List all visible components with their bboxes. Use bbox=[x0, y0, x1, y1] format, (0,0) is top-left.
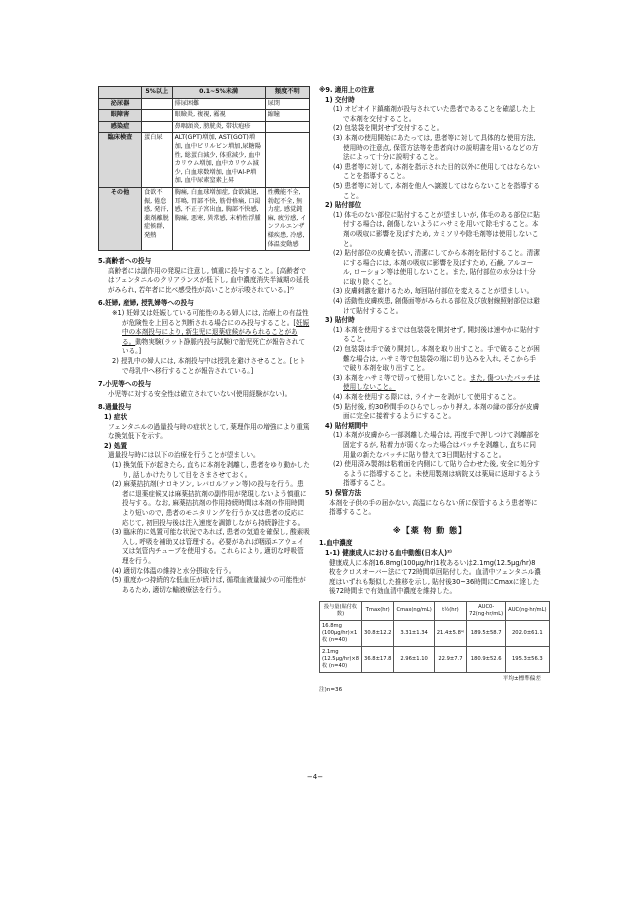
list-item: (4) 活動性皮膚疾患, 創傷面等がみられる部位及び放射線照射部位は避けて貼付すること。 bbox=[333, 297, 540, 315]
table-header: AUC0-72(ng·hr/mL) bbox=[467, 601, 506, 620]
table-cell: 189.5±58.7 bbox=[467, 620, 506, 646]
table-cell: 2.96±1.10 bbox=[394, 646, 434, 672]
subsection-heading: 1) 交付時 bbox=[325, 95, 355, 104]
table-cell: 21.4±5.8ᵃ⁾ bbox=[434, 620, 466, 646]
section-heading: 8.過量投与 bbox=[98, 403, 132, 412]
text: (3) 本剤をハサミ等で切って使用しないこと。 bbox=[333, 373, 470, 382]
table-cell bbox=[142, 98, 173, 110]
list-item: (5) 患者等に対して, 本剤を他人へ譲渡してはならないことを指導すること。 bbox=[333, 181, 540, 200]
table-row bbox=[99, 121, 310, 133]
list-item: (1) 本剤を使用するまでは包装袋を開封せず, 開封後は速やかに貼付すること。 bbox=[333, 325, 540, 344]
table-row bbox=[99, 98, 310, 110]
table-cell: 36.8±17.8 bbox=[362, 646, 394, 672]
table-row bbox=[99, 133, 310, 188]
table-cell: 195.3±56.3 bbox=[506, 646, 549, 672]
table-cell: 胸痛, 白血球増加症, 食欲減退, 耳鳴, 胃部不快, 筋骨格痛, 口渇感, 不正子宮出血, 胸部不快感, 胸痛, 悪寒, 異常感, 末梢性浮腫 bbox=[172, 187, 265, 250]
table-cell bbox=[142, 121, 173, 133]
table-header: 5%以上 bbox=[142, 87, 173, 99]
list-item: (4) 患者等に対して, 本剤を指示された目的以外に使用してはならないことを指導すること。 bbox=[333, 162, 540, 181]
paragraph: 本剤を子供の手の届かない, 高温にならない所に保管するよう患者等に指導すること。 bbox=[329, 498, 538, 517]
left-column bbox=[98, 86, 310, 595]
table-header-row bbox=[320, 601, 550, 620]
table-cell bbox=[265, 133, 309, 188]
paragraph: 高齢者には副作用の発現に注意し, 慎重に投与すること。[高齢者ではフェンタニルのクリアランスが低下し, 血中濃度消失半減期の延長がみられ, 若年者に比べ感受性が高いことが示唆されている。]⁷⁾ bbox=[108, 266, 310, 294]
list-item: (2) 麻薬拮抗剤(ナロキソン, レバロルファン等)の投与を行う。患者に退薬症候又は麻薬拮抗剤の副作用が発現しないよう慎重に投与する。なお, 麻薬拮抗剤の作用持続時間は本剤の作用時間より短いので, 患者のモニタリングを行うか又は患者の反応に応じて, 初回投与後は注入速度を調節しながら持続静注する。 bbox=[112, 480, 307, 527]
table-header-row bbox=[99, 87, 310, 99]
table-cell: 30.8±12.2 bbox=[362, 620, 394, 646]
table-cell: 3.31±1.34 bbox=[394, 620, 434, 646]
list-item: (1) 換気低下が起きたら, 直ちに本剤を剥離し, 患者をゆり動かしたり, 話しかけたりして目をさまさせておく。 bbox=[112, 460, 310, 479]
text: ※1) 妊婦又は妊娠している可能性のある婦人には, 治療上の有益性が危険性を上回ると判断される場合にのみ投与すること。[ bbox=[112, 309, 309, 327]
underlined-text: 妊娠中の本剤投与により, 新生児に退薬症候がみられることがある。 bbox=[122, 318, 310, 346]
table-cell bbox=[265, 121, 309, 133]
paragraph: 健康成人に本剤16.8mg(100μg/hr)1枚あるいは2.1mg(12.5μg/hr)8枚をクロスオーバー法にて72時間単回貼付した。血清中フェンタニル濃度はいずれも類似した推移を示し, 貼付後30~36時間にCmaxに達した後72時間まで有効血清中濃度を維持した。 bbox=[329, 558, 541, 596]
table-header: t½(hr) bbox=[434, 601, 466, 620]
list-item: (5) 重度かつ持続的な低血圧が続けば, 循環血液量減少の可能性があるため, 適切な輸液療法を行う。 bbox=[112, 576, 306, 594]
subsection-heading: 2) 処置 bbox=[104, 441, 128, 450]
list-item: (3) 臨床的に処置可能な状況であれば, 患者の気道を確保し, 酸素吸入し, 呼吸を補助又は管理する。必要があれば咽頭エアウェイ又は気管内チューブを使用する。これらにより, 適切な呼吸管理を行う。 bbox=[112, 528, 310, 565]
text: 動物実験(ラット静脈内投与試験)で胎児死亡が報告されている。] bbox=[122, 337, 306, 356]
table-cell: ALT(GPT)増加, AST(GOT)増加, 血中ビリルビン増加,尿糖陽性, 総蛋白減少, 体重減少, 血中カリウム増加, 血中カリウム減少, 白血球数増加, 血中Al-P増加, 血中尿素窒素上昇 bbox=[172, 133, 265, 188]
table-cell: 性機能不全, 勃起不全, 無力症, 感覚鈍麻, 疲労感, インフルエンザ様疾患, 冷感, 体温変動感 bbox=[265, 187, 309, 250]
section-heading: 7.小児等への投与 bbox=[98, 380, 152, 389]
list-item: (3) 皮膚刺激を避けるため, 毎回貼付部位を変えることが望ましい。 bbox=[333, 287, 534, 296]
list-item: (1) 本剤が皮膚から一部剥離した場合は, 再度手で押しつけて剥離部を固定するが, 粘着力が弱くなった場合はパッチを剥離し, 直ちに同用量の新たなパッチに貼り替えて3日間貼付すること。 bbox=[333, 431, 540, 459]
table-cell: 食欲不振, 倦怠感, 発汗, 薬剤離脱症候群, 発熱 bbox=[142, 187, 173, 250]
section-heading: 6.妊婦, 産婦, 授乳婦等への投与 bbox=[98, 299, 194, 308]
section-title: ※【薬 物 動 態】 bbox=[392, 525, 468, 535]
table-header: Cmax(ng/mL) bbox=[394, 601, 434, 620]
table-cell: 眼障害 bbox=[99, 110, 142, 122]
table-cell: 眼瞼炎, 複視, 霧視 bbox=[172, 110, 265, 122]
paragraph: 2) 授乳中の婦人には, 本剤投与中は授乳を避けさせること。[ヒト で母乳中へ移行することが報告されている。] bbox=[112, 357, 306, 375]
right-column bbox=[319, 86, 547, 696]
subsection-heading: 1) 症状 bbox=[104, 413, 128, 421]
table-cell: 縮瞳 bbox=[265, 110, 309, 122]
paragraph: 過量投与時には以下の治療を行うことが望ましい。 bbox=[108, 451, 260, 460]
subsection-heading: 4) 貼付期間中 bbox=[325, 421, 368, 430]
table-row bbox=[99, 187, 310, 250]
list-item: (5) 貼付後, 約30秒間手のひらでしっかり押え, 本剤の縁の部分が皮膚面に完全に接着するようにすること。 bbox=[333, 402, 540, 421]
list-item: (1) 体毛のない部位に貼付することが望ましいが, 体毛のある部位に貼付する場合は, 創傷しないようにハサミを用いて除毛すること。本剤の吸収に影響を及ぼすため, カミソリや除毛剤等は使用しないこと。 bbox=[333, 210, 540, 248]
subsection-heading: 5) 保管方法 bbox=[325, 488, 362, 497]
list-item: (2) 包装袋を開封せず交付すること。 bbox=[333, 124, 444, 133]
table-cell: 臨床検査 bbox=[99, 133, 142, 188]
table-row bbox=[320, 620, 550, 646]
table-cell: 尿閉 bbox=[265, 98, 309, 110]
table-header: 0.1~5%未満 bbox=[172, 87, 265, 99]
list-item: (4) 本剤を使用する際には, ライナーを剥がして使用すること。 bbox=[333, 393, 520, 401]
paragraph: 小児等に対する安全性は確立されていない(使用経験がない)。 bbox=[108, 389, 292, 398]
section-heading: ※9. 適用上の注意 bbox=[319, 86, 375, 94]
table-cell: その他 bbox=[99, 187, 142, 250]
subsection-heading: 3) 貼付時 bbox=[325, 316, 355, 325]
table-cell: 泌尿器 bbox=[99, 98, 142, 110]
table-cell: 22.9±7.7 bbox=[434, 646, 466, 672]
list-item: (1) オピオイド鎮痛剤が投与されていた患者であることを確認した上で本剤を交付すること。 bbox=[333, 105, 536, 123]
list-item: (2) 貼付部位の皮膚を拭い, 清潔にしてから本剤を貼付すること。清潔にする場合には, 本剤の吸収に影響を及ぼすため, 石鹸, アルコール, ローション等は使用しないこと。また, 貼付部位の水分は十分に取り除くこと。 bbox=[333, 249, 540, 286]
pharmacokinetics-table bbox=[319, 601, 550, 673]
table-header bbox=[99, 87, 142, 99]
table-header: 投与量(貼付枚数) bbox=[320, 601, 362, 620]
table-cell: 蛋白尿 bbox=[142, 133, 173, 188]
table-note: 平均±標準偏差 bbox=[502, 675, 541, 682]
subsection-heading: 1-1) 健康成人における血中動態(日本人)²⁾ bbox=[325, 548, 452, 557]
table-cell: 180.9±52.6 bbox=[467, 646, 506, 672]
table-header: 頻度不明 bbox=[265, 87, 309, 99]
paragraph bbox=[112, 309, 310, 357]
table-cell: 202.0±61.1 bbox=[506, 620, 549, 646]
subsection-heading: 2) 貼付部位 bbox=[325, 201, 362, 210]
section-heading: 1.血中濃度 bbox=[319, 539, 353, 548]
list-item: (4) 適切な体温の維持と水分摂取を行う。 bbox=[112, 566, 236, 575]
table-cell bbox=[142, 110, 173, 122]
list-item: (3) 本剤の使用開始にあたっては, 患者等に対して具体的な使用方法, 使用時の注意点, 保管方法等を患者向けの説明書を用いるなどの方法によって十分に説明すること。 bbox=[333, 133, 539, 162]
table-row bbox=[320, 646, 550, 672]
section-heading: 5.高齢者への投与 bbox=[98, 257, 152, 266]
table-cell: 鼻咽頭炎, 膀胱炎, 帯状疱疹 bbox=[172, 121, 265, 133]
table-header: AUC(ng·hr/mL) bbox=[506, 601, 549, 620]
table-header: Tmax(hr) bbox=[362, 601, 394, 620]
table-cell: 2.1mg (12.5μg/hr)×8枚 (n=40) bbox=[320, 646, 362, 672]
table-cell: 感染症 bbox=[99, 121, 142, 133]
footnote: 注)n=36 bbox=[319, 687, 343, 694]
paragraph: フェンタニルの過量投与時の症状として, 薬理作用の増強により重篤な換気低下を示す。 bbox=[108, 422, 310, 441]
list-item: (2) 包装袋は手で破り開封し, 本剤を取り出すこと。手で破ることが困難な場合は, ハサミ等で包装袋の端に切り込みを入れ, そこから手で破り本剤を取り出すこと。 bbox=[333, 345, 540, 373]
page-number: −4− bbox=[306, 773, 324, 781]
table-cell: 排尿困難 bbox=[172, 98, 265, 110]
list-item bbox=[333, 374, 541, 393]
table-cell: 16.8mg (100μg/hr)×1枚 (n=40) bbox=[320, 620, 362, 646]
underlined-text: また, 傷ついたパッチは使用しないこと。 bbox=[343, 373, 540, 392]
table-row bbox=[99, 110, 310, 122]
adverse-reactions-table bbox=[98, 86, 310, 251]
list-item: (2) 使用済み製剤は粘着面を内側にして貼り合わせた後, 安全に処分するように指導すること。未使用製剤は病院又は薬局に返却するよう指導すること。 bbox=[333, 460, 541, 488]
